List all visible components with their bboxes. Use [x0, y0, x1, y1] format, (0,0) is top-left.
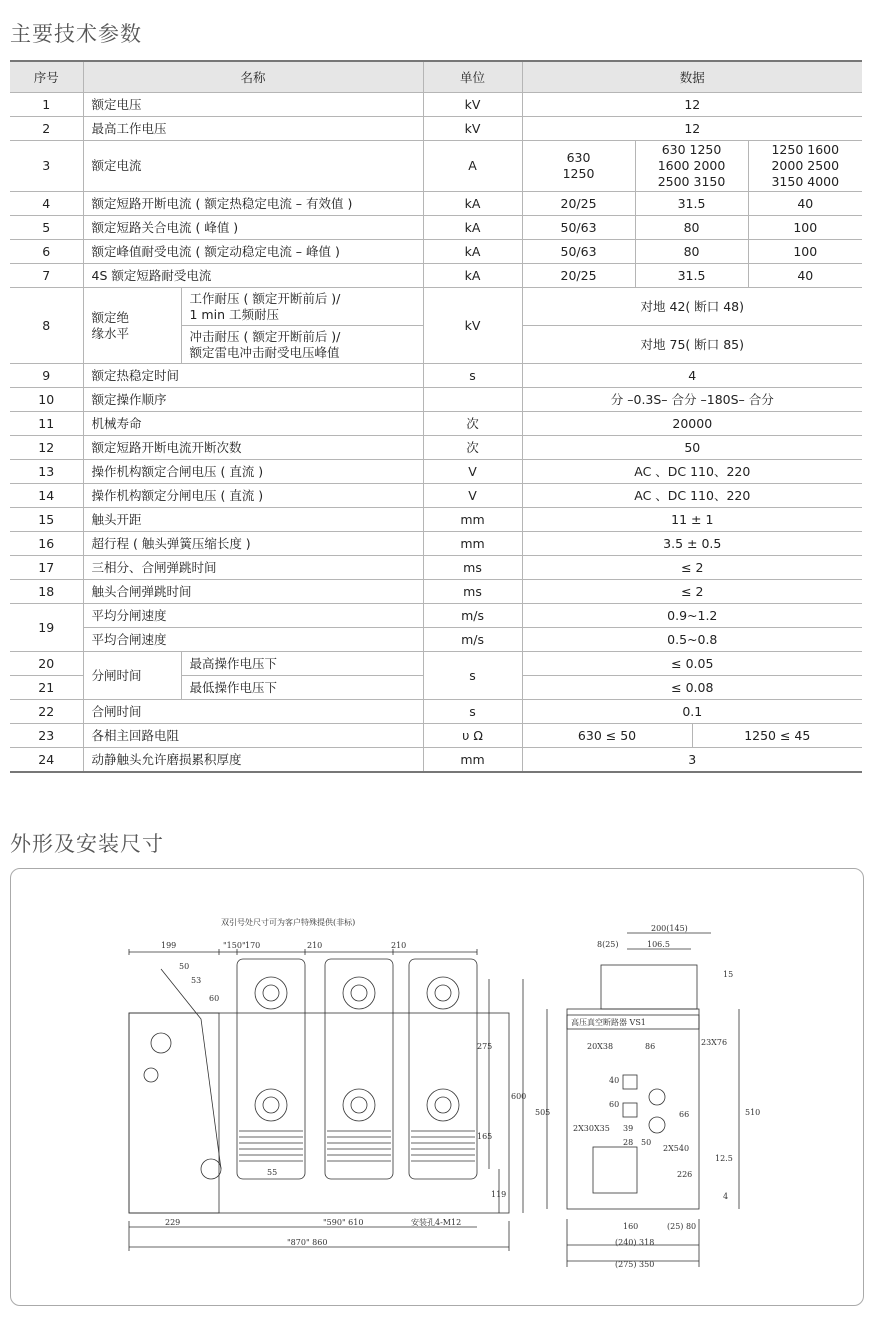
row-subname-1: 工作耐压 ( 额定开断前后 )/ 1 min 工频耐压 [181, 288, 423, 326]
dim-170: 170 [245, 941, 261, 950]
dim-275: 275 [477, 1042, 493, 1051]
side-dim-4: 4 [723, 1192, 729, 1201]
row-value-2: 对地 75( 断口 85) [522, 326, 862, 364]
row-no: 11 [10, 412, 83, 436]
dim-210a: 210 [307, 941, 323, 950]
row-value-1: 对地 42( 断口 48) [522, 288, 862, 326]
row-name: 分闸时间 [83, 652, 181, 700]
side-dim-2x30x35: 2X30X35 [573, 1124, 610, 1133]
row-no: 15 [10, 508, 83, 532]
row-value-2: 630 1250 1600 2000 2500 3150 [635, 141, 748, 192]
side-dim-86: 86 [645, 1042, 656, 1051]
row-value-1: 20/25 [522, 192, 635, 216]
dim-55: 55 [267, 1168, 278, 1177]
row-name: 额定操作顺序 [83, 388, 423, 412]
row-name: 操作机构额定分闸电压 ( 直流 ) [83, 484, 423, 508]
table-row [10, 460, 862, 484]
row-name: 4S 额定短路耐受电流 [83, 264, 423, 288]
side-top-housing [601, 965, 697, 1009]
row-name: 超行程 ( 触头弹簧压缩长度 ) [83, 532, 423, 556]
row-no: 13 [10, 460, 83, 484]
row-name: 额定绝 缘水平 [83, 288, 181, 364]
table-row [10, 93, 862, 117]
mechanism-shaft [151, 1033, 171, 1053]
side-body [567, 1009, 699, 1209]
table-row [10, 604, 862, 628]
table-row [10, 240, 862, 264]
row-no: 23 [10, 724, 83, 748]
pole-1 [237, 959, 305, 1179]
pole-1-upper-terminal-inner [263, 985, 279, 1001]
table-row [10, 556, 862, 580]
dim-53: 53 [191, 976, 202, 985]
row-unit: kA [423, 192, 522, 216]
side-dim-226: 226 [677, 1170, 693, 1179]
side-window-2 [623, 1103, 637, 1117]
row-unit: s [423, 364, 522, 388]
row-value: 分 –0.3S– 合分 –180S– 合分 [522, 388, 862, 412]
table-row [10, 388, 862, 412]
row-value: ≤ 2 [522, 556, 862, 580]
side-dim-510: 510 [745, 1108, 761, 1117]
row-value: ≤ 0.08 [522, 676, 862, 700]
row-no: 6 [10, 240, 83, 264]
header-unit: 单位 [423, 61, 522, 93]
front-frame [129, 1013, 509, 1213]
side-dim-23x76: 23X76 [701, 1038, 728, 1047]
row-unit [423, 388, 522, 412]
row-unit: kA [423, 216, 522, 240]
row-no: 2 [10, 117, 83, 141]
dim-600: 600 [511, 1092, 527, 1101]
row-unit-a: m/s [423, 604, 522, 628]
side-dim-240: (240) 318 [615, 1238, 655, 1247]
row-no: 18 [10, 580, 83, 604]
row-no: 22 [10, 700, 83, 724]
row-value-2: 31.5 [635, 192, 748, 216]
row-no: 24 [10, 748, 83, 773]
table-row [10, 192, 862, 216]
side-hole-2 [649, 1117, 665, 1133]
pole-3-upper-terminal-inner [435, 985, 451, 1001]
row-value: ≤ 2 [522, 580, 862, 604]
pole-1-lower-terminal-inner [263, 1097, 279, 1113]
dim-150: "150" [223, 941, 246, 950]
dimension-drawing-panel [10, 868, 864, 1306]
row-unit: 次 [423, 436, 522, 460]
dimension-drawing [11, 869, 863, 1305]
row-value: AC 、DC 110、220 [522, 484, 862, 508]
front-top-dim-lines [129, 949, 477, 955]
table-row [10, 652, 862, 676]
side-dim-40: 40 [609, 1076, 620, 1085]
side-dim-8: 8(25) [597, 940, 619, 949]
side-dim-50: 50 [641, 1138, 652, 1147]
row-name-a: 平均分闸速度 [83, 604, 423, 628]
row-name: 触头合闸弹跳时间 [83, 580, 423, 604]
row-unit: υ Ω [423, 724, 522, 748]
pole-3-upper-terminal [427, 977, 459, 1009]
row-unit: 次 [423, 412, 522, 436]
row-unit: ms [423, 580, 522, 604]
row-value-a: 0.9~1.2 [522, 604, 862, 628]
row-no: 20 [10, 652, 83, 676]
row-value: 20000 [522, 412, 862, 436]
row-no: 3 [10, 141, 83, 192]
table-row [10, 628, 862, 652]
table-row [10, 288, 862, 326]
mechanism-spring [144, 1068, 158, 1082]
side-dim-106: 106.5 [647, 940, 670, 949]
row-value-3: 40 [748, 264, 862, 288]
table-header-row [10, 61, 862, 93]
side-dim-66: 66 [679, 1110, 690, 1119]
side-dim-200: 200(145) [651, 924, 688, 933]
row-value: 3 [522, 748, 862, 773]
table-row [10, 580, 862, 604]
row-name: 机械寿命 [83, 412, 423, 436]
row-no: 12 [10, 436, 83, 460]
row-unit: s [423, 700, 522, 724]
row-value-2: 31.5 [635, 264, 748, 288]
row-value-3: 40 [748, 192, 862, 216]
row-name: 额定短路开断电流 ( 额定热稳定电流 – 有效值 ) [83, 192, 423, 216]
row-value-3: 100 [748, 240, 862, 264]
side-dim-20x38: 20X38 [587, 1042, 614, 1051]
row-name: 动静触头允许磨损累积厚度 [83, 748, 423, 773]
row-name: 额定短路开断电流开断次数 [83, 436, 423, 460]
dim-229: 229 [165, 1218, 181, 1227]
dim-199: 199 [161, 941, 177, 950]
pole-fins [239, 1131, 475, 1161]
row-value: 3.5 ± 0.5 [522, 532, 862, 556]
table-row [10, 532, 862, 556]
row-unit: kA [423, 264, 522, 288]
table-row [10, 436, 862, 460]
side-dim-60: 60 [609, 1100, 620, 1109]
row-value: ≤ 0.05 [522, 652, 862, 676]
side-dim-160: 160 [623, 1222, 639, 1231]
row-no: 10 [10, 388, 83, 412]
pole-2-lower-terminal-inner [351, 1097, 367, 1113]
row-unit: mm [423, 532, 522, 556]
row-no: 16 [10, 532, 83, 556]
row-no: 5 [10, 216, 83, 240]
side-dim-39: 39 [623, 1124, 634, 1133]
row-value: 12 [522, 117, 862, 141]
table-row [10, 484, 862, 508]
row-value-3: 1250 1600 2000 2500 3150 4000 [748, 141, 862, 192]
row-unit: kV [423, 117, 522, 141]
mounting-hole-label: 安装孔4-M12 [411, 1218, 462, 1227]
row-value: 4 [522, 364, 862, 388]
row-unit: V [423, 484, 522, 508]
dim-50: 50 [179, 962, 190, 971]
row-value: AC 、DC 110、220 [522, 460, 862, 484]
row-unit: ms [423, 556, 522, 580]
header-name: 名称 [83, 61, 423, 93]
row-name: 最高工作电压 [83, 117, 423, 141]
section-title-parameters: 主要技术参数 [10, 22, 142, 46]
row-no: 21 [10, 676, 83, 700]
mechanism-cam [201, 1159, 221, 1179]
row-value-b: 0.5~0.8 [522, 628, 862, 652]
row-name: 触头开距 [83, 508, 423, 532]
row-no: 7 [10, 264, 83, 288]
side-dim-2x540: 2X540 [663, 1144, 690, 1153]
row-value: 50 [522, 436, 862, 460]
row-subname-2: 冲击耐压 ( 额定开断前后 )/ 额定雷电冲击耐受电压峰值 [181, 326, 423, 364]
row-value-1: 50/63 [522, 216, 635, 240]
row-name: 额定电压 [83, 93, 423, 117]
row-subname: 最低操作电压下 [181, 676, 423, 700]
side-hole-1 [649, 1089, 665, 1105]
header-no: 序号 [10, 61, 83, 93]
row-unit: mm [423, 748, 522, 773]
dim-165: 165 [477, 1132, 493, 1141]
row-no: 1 [10, 93, 83, 117]
side-dim-28: 28 [623, 1138, 634, 1147]
row-name: 操作机构额定合闸电压 ( 直流 ) [83, 460, 423, 484]
table-row [10, 700, 862, 724]
row-value-1: 50/63 [522, 240, 635, 264]
side-dim-505: 505 [535, 1108, 551, 1117]
side-dim-15: 15 [723, 970, 734, 979]
pole-3 [409, 959, 477, 1179]
side-dim-12: 12.5 [715, 1154, 733, 1163]
pole-1-upper-terminal [255, 977, 287, 1009]
row-no: 17 [10, 556, 83, 580]
pole-2-upper-terminal-inner [351, 985, 367, 1001]
dim-590: "590" 610 [323, 1218, 364, 1227]
row-subname: 最高操作电压下 [181, 652, 423, 676]
row-no: 9 [10, 364, 83, 388]
row-value-3: 100 [748, 216, 862, 240]
dim-870: "870" 860 [287, 1238, 328, 1247]
row-name: 各相主回路电阻 [83, 724, 423, 748]
dim-210b: 210 [391, 941, 407, 950]
row-value-1: 20/25 [522, 264, 635, 288]
table-row [10, 264, 862, 288]
row-no: 4 [10, 192, 83, 216]
row-unit: kA [423, 240, 522, 264]
table-row [10, 364, 862, 388]
row-value: 11 ± 1 [522, 508, 862, 532]
row-unit: mm [423, 508, 522, 532]
spec-table [10, 60, 862, 773]
row-no: 14 [10, 484, 83, 508]
row-unit: A [423, 141, 522, 192]
row-name: 额定峰值耐受电流 ( 额定动稳定电流 – 峰值 ) [83, 240, 423, 264]
drawing-note: 双引号处尺寸可为客户特殊提供(非标) [221, 918, 356, 927]
side-dim-25: (25) 80 [667, 1222, 697, 1231]
row-value-1: 630 1250 [522, 141, 635, 192]
row-value-2: 80 [635, 240, 748, 264]
table-row [10, 508, 862, 532]
pole-1-lower-terminal [255, 1089, 287, 1121]
dim-60: 60 [209, 994, 220, 1003]
table-row [10, 748, 862, 773]
row-no: 19 [10, 604, 83, 652]
row-value: 0.1 [522, 700, 862, 724]
row-value: 12 [522, 93, 862, 117]
pole-2-lower-terminal [343, 1089, 375, 1121]
row-unit: s [423, 652, 522, 700]
pole-2 [325, 959, 393, 1179]
mechanism-box [129, 1013, 219, 1213]
dim-119: 119 [491, 1190, 507, 1199]
row-unit: V [423, 460, 522, 484]
pole-3-lower-terminal [427, 1089, 459, 1121]
row-unit: kV [423, 288, 522, 364]
side-window-1 [623, 1075, 637, 1089]
pole-2-upper-terminal [343, 977, 375, 1009]
row-value-2: 80 [635, 216, 748, 240]
row-name: 额定电流 [83, 141, 423, 192]
pole-3-lower-terminal-inner [435, 1097, 451, 1113]
row-unit-b: m/s [423, 628, 522, 652]
row-name: 合闸时间 [83, 700, 423, 724]
table-row [10, 141, 862, 192]
table-row [10, 412, 862, 436]
header-data: 数据 [522, 61, 862, 93]
table-row [10, 216, 862, 240]
row-name: 三相分、合闸弹跳时间 [83, 556, 423, 580]
side-dim-lines [547, 933, 739, 1267]
side-dim-275: (275) 350 [615, 1260, 655, 1269]
row-value-2: 1250 ≤ 45 [692, 724, 862, 748]
row-name-b: 平均合闸速度 [83, 628, 423, 652]
row-name: 额定短路关合电流 ( 峰值 ) [83, 216, 423, 240]
row-unit: kV [423, 93, 522, 117]
section-title-dimensions: 外形及安装尺寸 [10, 832, 164, 856]
row-value-1: 630 ≤ 50 [522, 724, 692, 748]
row-name: 额定热稳定时间 [83, 364, 423, 388]
row-no: 8 [10, 288, 83, 364]
side-nameplate-text: 高压真空断路器 VS1 [571, 1018, 646, 1027]
table-row [10, 117, 862, 141]
side-control-box [593, 1147, 637, 1193]
table-row [10, 724, 862, 748]
